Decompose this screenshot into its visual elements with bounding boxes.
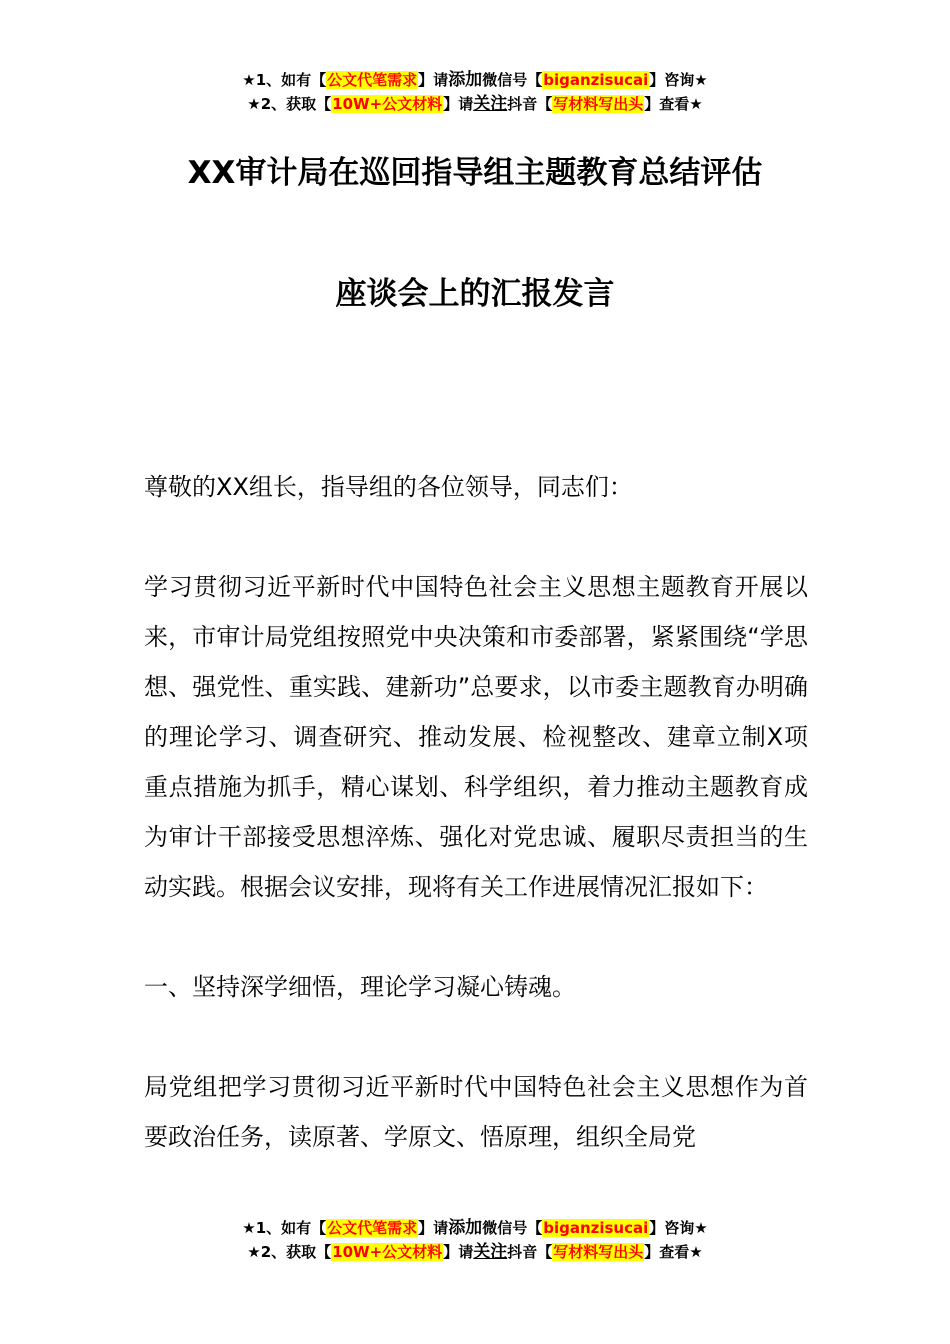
banner-emphasis: 关注	[473, 1242, 508, 1262]
salutation: 尊敬的XX组长，指导组的各位领导，同志们：	[144, 473, 633, 501]
banner-emphasis: 添加	[448, 1218, 483, 1238]
banner-text: 】请	[443, 95, 474, 113]
banner-highlight: 写材料写出头	[553, 1243, 644, 1261]
banner-text: 】查看★	[644, 95, 703, 113]
banner-highlight: 公文代笔需求	[327, 71, 418, 89]
banner-highlight: 写材料写出头	[553, 95, 644, 113]
banner-highlight: 10W+公文材料	[332, 1243, 443, 1261]
document-title-line-1: XX审计局在巡回指导组主题教育总结评估	[187, 155, 763, 191]
paragraph-gap	[144, 512, 808, 562]
banner-highlight: 公文代笔需求	[327, 1219, 418, 1237]
banner-text: 抖音【	[507, 95, 553, 113]
banner-text: ★1、如有【	[242, 71, 327, 89]
section-heading: 一、坚持深学细悟，理论学习凝心铸魂。	[144, 973, 576, 1001]
footer-banner	[0, 1216, 950, 1264]
banner-text: 微信号【	[482, 1219, 543, 1237]
banner-text: 】咨询★	[649, 71, 708, 89]
banner-line-2	[0, 1240, 950, 1264]
body-paragraph: 学习贯彻习近平新时代中国特色社会主义思想主题教育开展以来，市审计局党组按照党中央决策和市委部署，紧紧围绕“学思想、强党性、重实践、建新功”总要求，以市委主题教育办明确的理论学习、调查研究、推动发展、检视整改、建章立制X项重点措施为抓手，精心谋划、科学组织，着力推动主题教育成为审计干部接受思想淬炼、强化对党忠诚、履职尽责担当的生动实践。根据会议安排，现将有关工作进展情况汇报如下：	[144, 573, 808, 901]
banner-text: ★1、如有【	[242, 1219, 327, 1237]
paragraph-gap	[144, 912, 808, 962]
paragraph-gap	[144, 1012, 808, 1062]
banner-text: 】请	[418, 71, 449, 89]
banner-highlight: biganzisucai	[543, 1219, 649, 1237]
banner-text: ★2、获取【	[247, 95, 332, 113]
document-body	[144, 462, 808, 1162]
body-paragraph: 局党组把学习贯彻习近平新时代中国特色社会主义思想作为首要政治任务，读原著、学原文、悟原理，组织全局党	[144, 1073, 808, 1151]
banner-line-2	[0, 92, 950, 116]
banner-emphasis: 添加	[448, 70, 483, 90]
banner-highlight: biganzisucai	[543, 71, 649, 89]
banner-highlight: 10W+公文材料	[332, 95, 443, 113]
banner-text: 】请	[418, 1219, 449, 1237]
banner-text: 微信号【	[482, 71, 543, 89]
banner-text: 】查看★	[644, 1243, 703, 1261]
document-title-line-2: 座谈会上的汇报发言	[335, 276, 615, 312]
banner-line-1	[0, 68, 950, 92]
header-banner	[0, 68, 950, 116]
banner-text: 】请	[443, 1243, 474, 1261]
banner-text: 抖音【	[507, 1243, 553, 1261]
banner-line-1	[0, 1216, 950, 1240]
banner-text: ★2、获取【	[247, 1243, 332, 1261]
banner-text: 】咨询★	[649, 1219, 708, 1237]
banner-emphasis: 关注	[473, 94, 508, 114]
